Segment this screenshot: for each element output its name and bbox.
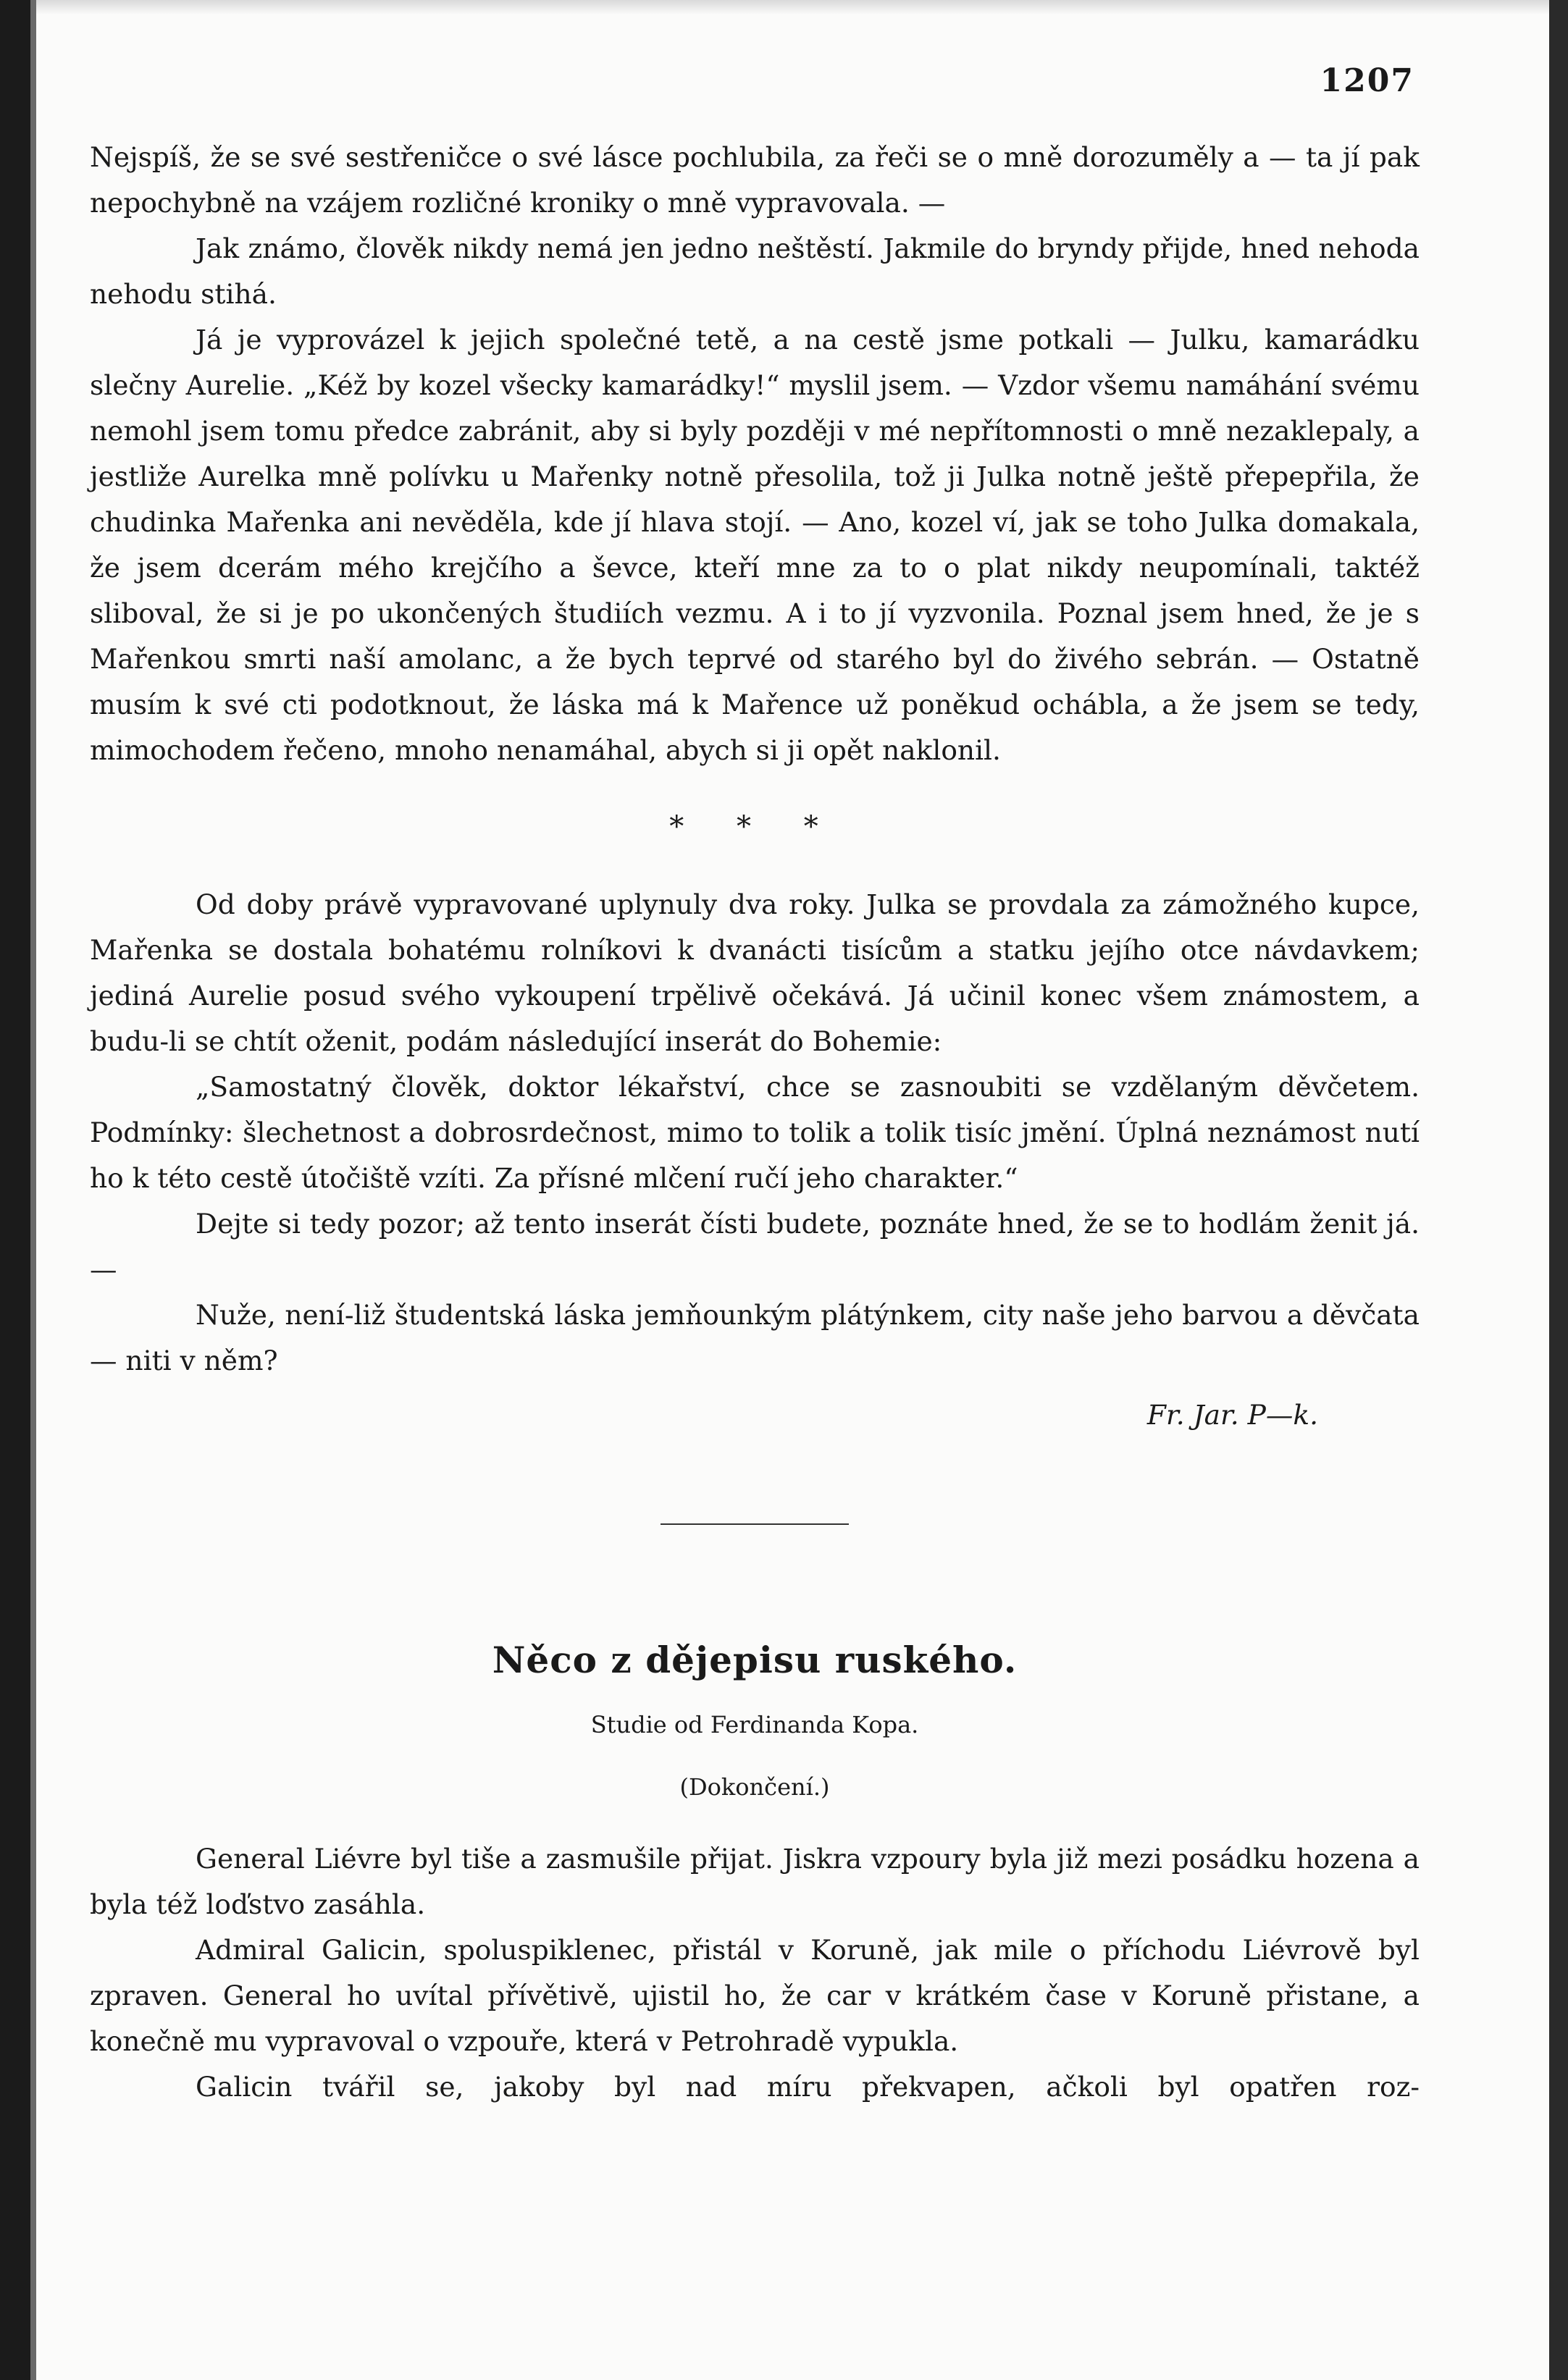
scan-top-edge: [0, 0, 1568, 14]
story-paragraph: Jak známo, člověk nikdy nemá jen jedno neštěstí. Jakmile do bryndy přijde, hned nehoda nehodu stihá.: [90, 232, 1420, 310]
story-paragraph: Dejte si tedy pozor; až tento inserát čísti budete, poznáte hned, že se to hodlám ženit já. —: [90, 1208, 1420, 1285]
page-body: [90, 135, 1420, 2110]
section-break-asterisks: [90, 791, 1420, 882]
article-subtitle: Studie od Ferdinanda Kopa.: [590, 1711, 919, 1738]
article-paragraph: Galicin tvářil se, jakoby byl nad míru překvapen, ačkoli byl opatřen roz-: [196, 2071, 1420, 2103]
story-paragraph: Nuže, není-liž študentská láska jemňounkým plátýnkem, city naše jeho barvou a děvčata — niti v něm?: [90, 1299, 1420, 1376]
story-paragraph: Nejspíš, že se své sestřeničce o své lásce pochlubila, za řeči se o mně dorozuměly a — ta jí pak nepochybně na vzájem rozličné kroniky o mně vypravovala. —: [90, 141, 1420, 219]
article-paragraph: Admiral Galicin, spoluspiklenec, přistál v Koruně, jak mile o příchodu Liévrově byl zpraven. General ho uvítal přívětivě, ujistil ho, že car v krátkém čase v Koruně přistane, a konečně mu vypravoval o vzpouře, která v Petrohradě vypukla.: [90, 1934, 1420, 2057]
scan-left-binding-edge: [0, 0, 30, 2380]
asterism: * * *: [669, 810, 840, 844]
section-divider-rule: [661, 1523, 849, 1525]
author-signature: Fr. Jar. P—k.: [1146, 1399, 1318, 1431]
scan-right-edge: [1549, 0, 1568, 2380]
page-number: 1207: [1320, 62, 1414, 99]
scan-left-binding-shadow: [30, 0, 36, 2380]
story-paragraph: Od doby právě vypravované uplynuly dva roky. Julka se provdala za zámožného kupce, Mařenka se dostala bohatému rolníkovi k dvanácti tisícům a statku jejího otce návdavkem; jediná Aurelie posud svého vykoupení trpělivě očekává. Já učinil konec všem známostem, a budu-li se chtít oženit, podám následující inserát do Bohemie:: [90, 888, 1420, 1057]
article-paragraph: General Liévre byl tiše a zasmušile přijat. Jiskra vzpoury byla již mezi posádku hozena a byla též loďstvo zasáhla.: [90, 1843, 1420, 1920]
story-paragraph: Já je vyprovázel k jejich společné tetě, a na cestě jsme potkali — Julku, kamarádku slečny Aurelie. „Kéž by kozel všecky kamarádky!“ myslil jsem. — Vzdor všemu namáhání svému nemohl jsem tomu předce zabránit, aby si byly později v mé nepřítomnosti o mně nezaklepaly, a jestliže Aurelka mně polívku u Mařenky notně přesolila, tož ji Julka notně ještě přepepřila, že chudinka Mařenka ani nevěděla, kde jí hlava stojí. — Ano, kozel ví, jak se toho Julka domakala, že jsem dcerám mého krejčího a ševce, kteří mne za to o plat nikdy neupomínali, taktéž sliboval, že si je po ukončených študiích vezmu. A i to jí vyzvonila. Poznal jsem hned, že je s Mařenkou smrti naší amolanc, a že bych teprvé od starého byl do živého sebrán. — Ostatně musím k své cti podotknout, že láska má k Mařence už poněkud ochábla, a že jsem se tedy, mimochodem řečeno, mnoho nenamáhal, abych si ji opět naklonil.: [90, 324, 1420, 766]
article-title: Něco z dějepisu ruského.: [492, 1639, 1018, 1681]
advertisement-quote: „Samostatný člověk, doktor lékařství, chce se zasnoubiti se vzdělaným děvčetem. Podmínky: šlechetnost a dobrosrdečnost, mimo to tolik a tolik tisíc jmění. Úplná neznámost nutí ho k této cestě útočiště vzíti. Za přísné mlčení ručí jeho charakter.“: [90, 1071, 1420, 1194]
article-continuation-note: (Dokončení.): [679, 1773, 830, 1801]
